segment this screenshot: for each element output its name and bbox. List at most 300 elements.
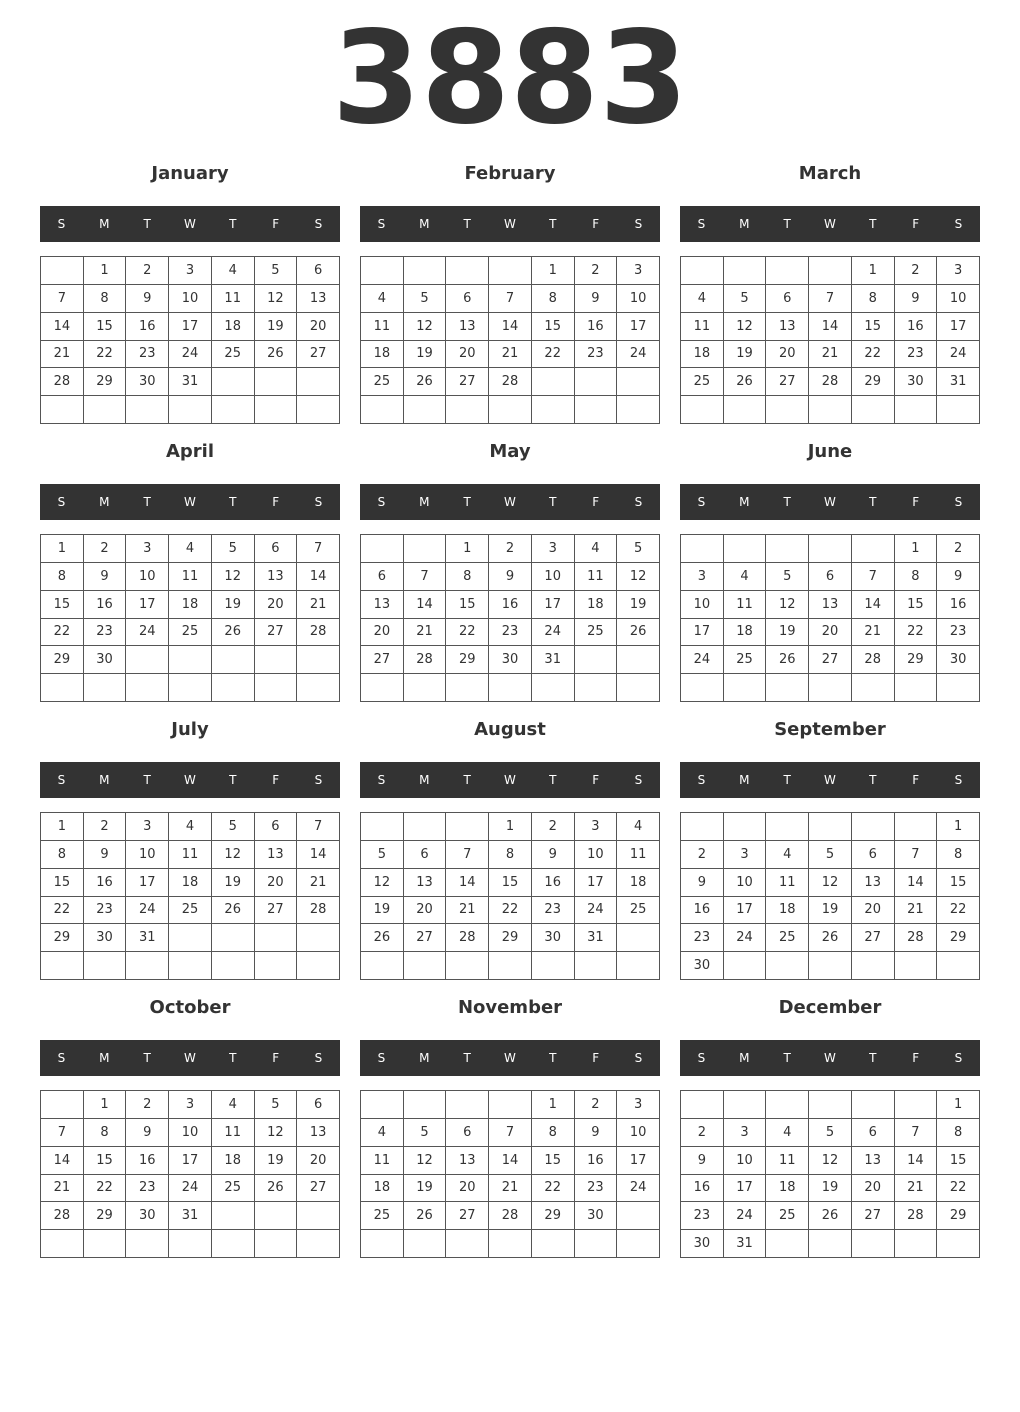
weekday-label: W <box>824 1051 836 1065</box>
day-cell: 14 <box>852 591 895 619</box>
day-cell: 20 <box>446 1175 489 1203</box>
empty-day-cell <box>852 1091 895 1119</box>
empty-day-cell <box>297 924 340 952</box>
day-cell: 4 <box>724 563 767 591</box>
day-cell: 6 <box>852 841 895 869</box>
day-cell: 16 <box>575 1147 618 1175</box>
day-cell: 9 <box>532 841 575 869</box>
day-cell: 5 <box>809 841 852 869</box>
day-cell: 10 <box>126 841 169 869</box>
day-cell: 25 <box>575 619 618 647</box>
weekday-label: F <box>272 217 280 231</box>
day-cell: 23 <box>532 897 575 925</box>
weekday-label: M <box>739 1051 750 1065</box>
day-cell: 19 <box>255 313 298 341</box>
day-cell: 7 <box>404 563 447 591</box>
day-cell: 14 <box>404 591 447 619</box>
day-cell: 17 <box>575 869 618 897</box>
day-cell: 24 <box>617 341 660 369</box>
weekday-label: M <box>99 1051 110 1065</box>
weekday-label: F <box>912 495 920 509</box>
empty-day-cell <box>766 1091 809 1119</box>
day-cell: 2 <box>532 813 575 841</box>
day-cell: 16 <box>84 591 127 619</box>
weekday-label: S <box>57 773 66 787</box>
day-cell: 22 <box>937 1175 980 1203</box>
day-cell: 22 <box>532 341 575 369</box>
empty-day-cell <box>169 924 212 952</box>
weekday-header <box>40 484 340 520</box>
day-cell: 18 <box>681 341 724 369</box>
day-cell: 13 <box>446 313 489 341</box>
day-cell: 7 <box>895 1119 938 1147</box>
day-cell: 18 <box>169 869 212 897</box>
day-cell: 28 <box>489 1202 532 1230</box>
day-cell: 19 <box>404 1175 447 1203</box>
day-cell: 2 <box>575 257 618 285</box>
day-cell: 27 <box>852 924 895 952</box>
day-grid <box>680 256 980 424</box>
weekday-label: M <box>419 1051 430 1065</box>
day-cell: 16 <box>681 897 724 925</box>
weekday-header <box>680 762 980 798</box>
day-cell: 10 <box>724 1147 767 1175</box>
day-cell: 23 <box>126 341 169 369</box>
empty-day-cell <box>297 646 340 674</box>
day-cell: 5 <box>255 1091 298 1119</box>
day-cell: 14 <box>895 1147 938 1175</box>
empty-day-cell <box>255 1202 298 1230</box>
empty-day-cell <box>41 1091 84 1119</box>
empty-day-cell <box>617 1202 660 1230</box>
day-cell: 26 <box>766 646 809 674</box>
day-cell: 19 <box>212 591 255 619</box>
empty-day-cell <box>617 952 660 980</box>
weekday-label: S <box>954 1051 963 1065</box>
day-cell: 19 <box>766 619 809 647</box>
day-cell: 25 <box>724 646 767 674</box>
day-cell: 24 <box>724 1202 767 1230</box>
empty-day-cell <box>681 813 724 841</box>
day-cell: 19 <box>212 869 255 897</box>
weekday-label: W <box>824 217 836 231</box>
month-title: December <box>778 997 882 1018</box>
day-cell: 10 <box>532 563 575 591</box>
empty-day-cell <box>724 952 767 980</box>
day-cell: 2 <box>895 257 938 285</box>
day-cell: 7 <box>852 563 895 591</box>
day-cell: 3 <box>126 535 169 563</box>
day-cell: 18 <box>212 1147 255 1175</box>
day-cell: 23 <box>681 924 724 952</box>
month-title: March <box>798 163 862 184</box>
day-cell: 1 <box>489 813 532 841</box>
day-cell: 1 <box>41 535 84 563</box>
day-cell: 27 <box>297 341 340 369</box>
day-cell: 21 <box>41 1175 84 1203</box>
weekday-label: S <box>377 495 386 509</box>
empty-day-cell <box>532 952 575 980</box>
day-cell: 3 <box>681 563 724 591</box>
weekday-header <box>360 1040 660 1076</box>
day-cell: 11 <box>212 1119 255 1147</box>
day-cell: 11 <box>617 841 660 869</box>
day-cell: 13 <box>404 869 447 897</box>
empty-day-cell <box>809 674 852 702</box>
empty-day-cell <box>489 257 532 285</box>
empty-day-cell <box>361 396 404 424</box>
day-cell: 25 <box>766 1202 809 1230</box>
day-cell: 26 <box>212 897 255 925</box>
weekday-label: T <box>143 1051 151 1065</box>
day-cell: 16 <box>126 1147 169 1175</box>
weekday-label: W <box>504 1051 516 1065</box>
day-cell: 9 <box>937 563 980 591</box>
day-cell: 5 <box>212 535 255 563</box>
day-cell: 7 <box>297 535 340 563</box>
weekday-label: W <box>184 495 196 509</box>
day-cell: 28 <box>489 368 532 396</box>
day-cell: 22 <box>84 341 127 369</box>
day-cell: 6 <box>809 563 852 591</box>
empty-day-cell <box>212 396 255 424</box>
empty-day-cell <box>575 646 618 674</box>
empty-day-cell <box>724 674 767 702</box>
day-cell: 19 <box>361 897 404 925</box>
day-cell: 5 <box>404 1119 447 1147</box>
weekday-label: T <box>463 773 471 787</box>
day-cell: 6 <box>297 257 340 285</box>
weekday-label: W <box>184 773 196 787</box>
day-cell: 25 <box>169 619 212 647</box>
day-cell: 24 <box>169 1175 212 1203</box>
weekday-header <box>360 762 660 798</box>
day-cell: 30 <box>937 646 980 674</box>
weekday-label: S <box>314 773 323 787</box>
weekday-label: T <box>143 495 151 509</box>
day-cell: 9 <box>575 1119 618 1147</box>
empty-day-cell <box>809 396 852 424</box>
day-cell: 12 <box>809 1147 852 1175</box>
day-cell: 29 <box>489 924 532 952</box>
empty-day-cell <box>809 535 852 563</box>
weekday-label: S <box>697 217 706 231</box>
weekday-label: S <box>634 217 643 231</box>
day-cell: 25 <box>169 897 212 925</box>
empty-day-cell <box>404 535 447 563</box>
empty-day-cell <box>489 1091 532 1119</box>
day-cell: 3 <box>126 813 169 841</box>
weekday-label: T <box>229 773 237 787</box>
day-cell: 23 <box>126 1175 169 1203</box>
day-cell: 21 <box>852 619 895 647</box>
weekday-label: T <box>783 495 791 509</box>
day-cell: 6 <box>446 285 489 313</box>
empty-day-cell <box>766 396 809 424</box>
day-cell: 18 <box>575 591 618 619</box>
empty-day-cell <box>895 1091 938 1119</box>
day-cell: 11 <box>681 313 724 341</box>
day-cell: 31 <box>937 368 980 396</box>
day-cell: 22 <box>895 619 938 647</box>
weekday-label: W <box>504 495 516 509</box>
day-cell: 31 <box>575 924 618 952</box>
empty-day-cell <box>212 674 255 702</box>
day-cell: 9 <box>489 563 532 591</box>
day-cell: 20 <box>809 619 852 647</box>
day-cell: 16 <box>895 313 938 341</box>
day-grid <box>360 256 660 424</box>
day-cell: 1 <box>84 257 127 285</box>
day-cell: 31 <box>532 646 575 674</box>
day-cell: 30 <box>84 646 127 674</box>
day-grid <box>360 1090 660 1258</box>
day-cell: 27 <box>446 1202 489 1230</box>
day-cell: 30 <box>575 1202 618 1230</box>
empty-day-cell <box>255 646 298 674</box>
day-grid <box>680 1090 980 1258</box>
weekday-label: S <box>314 217 323 231</box>
day-cell: 26 <box>212 619 255 647</box>
day-cell: 17 <box>617 1147 660 1175</box>
weekday-label: T <box>549 1051 557 1065</box>
empty-day-cell <box>126 396 169 424</box>
weekday-label: W <box>824 495 836 509</box>
empty-day-cell <box>361 1091 404 1119</box>
day-cell: 21 <box>446 897 489 925</box>
day-grid <box>680 812 980 980</box>
day-cell: 15 <box>41 869 84 897</box>
day-cell: 7 <box>895 841 938 869</box>
day-cell: 2 <box>126 1091 169 1119</box>
day-cell: 13 <box>361 591 404 619</box>
empty-day-cell <box>532 396 575 424</box>
month-title: May <box>489 441 531 462</box>
day-cell: 7 <box>489 1119 532 1147</box>
day-cell: 11 <box>361 313 404 341</box>
empty-day-cell <box>809 1091 852 1119</box>
day-cell: 11 <box>212 285 255 313</box>
weekday-label: T <box>463 1051 471 1065</box>
empty-day-cell <box>297 1230 340 1258</box>
empty-day-cell <box>361 535 404 563</box>
day-cell: 15 <box>84 1147 127 1175</box>
empty-day-cell <box>724 257 767 285</box>
day-cell: 12 <box>724 313 767 341</box>
empty-day-cell <box>84 1230 127 1258</box>
day-cell: 5 <box>617 535 660 563</box>
weekday-label: W <box>184 1051 196 1065</box>
empty-day-cell <box>766 257 809 285</box>
empty-day-cell <box>895 813 938 841</box>
empty-day-cell <box>809 813 852 841</box>
day-cell: 23 <box>84 897 127 925</box>
empty-day-cell <box>489 952 532 980</box>
weekday-header <box>40 762 340 798</box>
day-cell: 1 <box>532 257 575 285</box>
day-cell: 3 <box>169 1091 212 1119</box>
day-cell: 21 <box>489 1175 532 1203</box>
day-cell: 1 <box>937 1091 980 1119</box>
day-cell: 23 <box>575 341 618 369</box>
day-cell: 7 <box>41 1119 84 1147</box>
day-cell: 2 <box>84 813 127 841</box>
empty-day-cell <box>809 257 852 285</box>
day-cell: 19 <box>255 1147 298 1175</box>
weekday-label: T <box>549 495 557 509</box>
day-cell: 27 <box>404 924 447 952</box>
day-cell: 26 <box>255 1175 298 1203</box>
day-cell: 6 <box>361 563 404 591</box>
empty-day-cell <box>212 646 255 674</box>
day-cell: 3 <box>617 257 660 285</box>
empty-day-cell <box>41 257 84 285</box>
empty-day-cell <box>255 1230 298 1258</box>
empty-day-cell <box>84 674 127 702</box>
weekday-header <box>40 1040 340 1076</box>
day-cell: 13 <box>809 591 852 619</box>
day-cell: 18 <box>724 619 767 647</box>
day-cell: 19 <box>617 591 660 619</box>
weekday-label: F <box>272 773 280 787</box>
day-cell: 3 <box>937 257 980 285</box>
day-cell: 25 <box>766 924 809 952</box>
day-cell: 25 <box>681 368 724 396</box>
empty-day-cell <box>489 1230 532 1258</box>
day-cell: 12 <box>212 563 255 591</box>
day-cell: 15 <box>84 313 127 341</box>
day-cell: 20 <box>297 313 340 341</box>
day-cell: 18 <box>169 591 212 619</box>
empty-day-cell <box>681 396 724 424</box>
weekday-label: T <box>869 773 877 787</box>
day-cell: 22 <box>937 897 980 925</box>
day-cell: 29 <box>41 646 84 674</box>
empty-day-cell <box>404 674 447 702</box>
day-cell: 30 <box>681 952 724 980</box>
weekday-label: T <box>869 1051 877 1065</box>
day-cell: 17 <box>169 313 212 341</box>
day-cell: 28 <box>852 646 895 674</box>
empty-day-cell <box>852 674 895 702</box>
month-title: February <box>464 163 556 184</box>
empty-day-cell <box>446 257 489 285</box>
day-cell: 27 <box>361 646 404 674</box>
day-cell: 27 <box>297 1175 340 1203</box>
day-cell: 29 <box>937 924 980 952</box>
weekday-label: S <box>954 495 963 509</box>
empty-day-cell <box>895 1230 938 1258</box>
day-cell: 18 <box>766 897 809 925</box>
month-title: September <box>774 719 886 740</box>
empty-day-cell <box>169 674 212 702</box>
day-cell: 29 <box>937 1202 980 1230</box>
weekday-label: W <box>504 773 516 787</box>
weekday-label: F <box>912 1051 920 1065</box>
empty-day-cell <box>361 952 404 980</box>
empty-day-cell <box>724 1091 767 1119</box>
weekday-label: M <box>99 217 110 231</box>
day-cell: 7 <box>41 285 84 313</box>
empty-day-cell <box>297 952 340 980</box>
day-cell: 9 <box>84 563 127 591</box>
weekday-header <box>360 484 660 520</box>
empty-day-cell <box>297 396 340 424</box>
empty-day-cell <box>212 1202 255 1230</box>
day-cell: 26 <box>255 341 298 369</box>
day-cell: 24 <box>126 897 169 925</box>
day-cell: 10 <box>169 1119 212 1147</box>
day-cell: 30 <box>489 646 532 674</box>
empty-day-cell <box>446 952 489 980</box>
day-cell: 12 <box>766 591 809 619</box>
day-cell: 17 <box>681 619 724 647</box>
day-cell: 12 <box>809 869 852 897</box>
weekday-label: W <box>824 773 836 787</box>
day-cell: 20 <box>852 1175 895 1203</box>
day-cell: 16 <box>489 591 532 619</box>
weekday-label: M <box>419 495 430 509</box>
weekday-label: S <box>377 773 386 787</box>
weekday-label: W <box>184 217 196 231</box>
empty-day-cell <box>575 1230 618 1258</box>
day-cell: 1 <box>41 813 84 841</box>
empty-day-cell <box>724 396 767 424</box>
day-cell: 16 <box>532 869 575 897</box>
empty-day-cell <box>297 674 340 702</box>
empty-day-cell <box>361 674 404 702</box>
day-cell: 21 <box>895 1175 938 1203</box>
empty-day-cell <box>681 1091 724 1119</box>
weekday-label: F <box>592 495 600 509</box>
weekday-label: T <box>463 217 471 231</box>
day-cell: 29 <box>41 924 84 952</box>
empty-day-cell <box>297 368 340 396</box>
day-cell: 1 <box>937 813 980 841</box>
day-cell: 8 <box>532 285 575 313</box>
day-cell: 1 <box>895 535 938 563</box>
empty-day-cell <box>766 1230 809 1258</box>
day-cell: 8 <box>937 841 980 869</box>
empty-day-cell <box>617 674 660 702</box>
day-cell: 14 <box>41 1147 84 1175</box>
empty-day-cell <box>169 1230 212 1258</box>
day-cell: 5 <box>212 813 255 841</box>
weekday-label: M <box>99 495 110 509</box>
day-cell: 16 <box>681 1175 724 1203</box>
day-cell: 9 <box>126 1119 169 1147</box>
day-cell: 7 <box>297 813 340 841</box>
day-cell: 4 <box>212 1091 255 1119</box>
day-cell: 18 <box>766 1175 809 1203</box>
day-cell: 29 <box>84 1202 127 1230</box>
day-cell: 12 <box>255 1119 298 1147</box>
day-cell: 31 <box>724 1230 767 1258</box>
weekday-label: F <box>592 773 600 787</box>
day-cell: 4 <box>766 1119 809 1147</box>
day-cell: 10 <box>169 285 212 313</box>
day-cell: 29 <box>532 1202 575 1230</box>
weekday-label: T <box>143 773 151 787</box>
day-cell: 11 <box>169 563 212 591</box>
day-cell: 8 <box>84 1119 127 1147</box>
day-cell: 21 <box>297 869 340 897</box>
weekday-label: F <box>272 1051 280 1065</box>
empty-day-cell <box>575 368 618 396</box>
day-cell: 8 <box>489 841 532 869</box>
day-cell: 13 <box>297 1119 340 1147</box>
empty-day-cell <box>724 813 767 841</box>
